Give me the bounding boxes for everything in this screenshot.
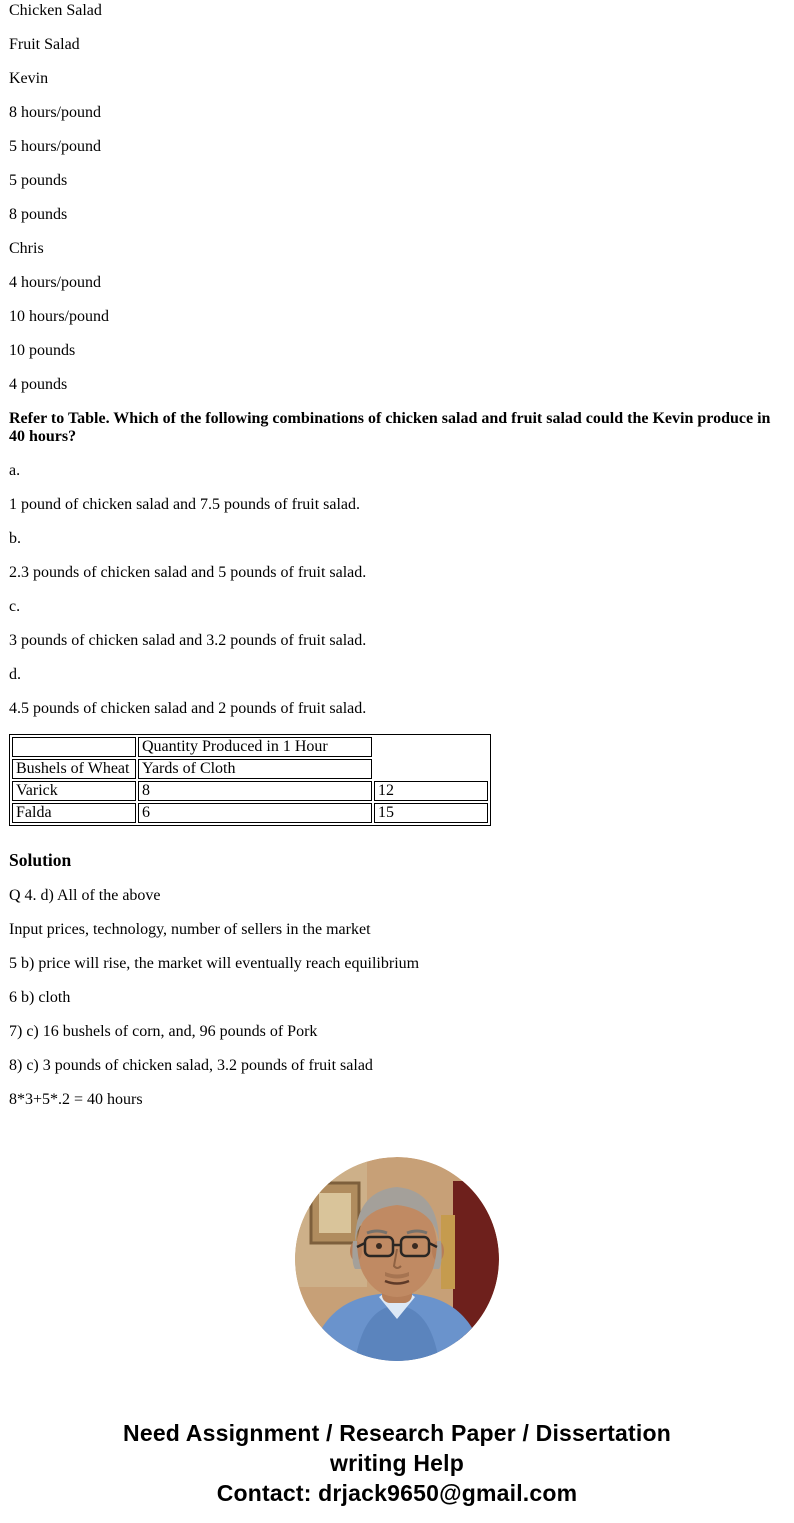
- document-page: [9, 2, 785, 1508]
- solution-line: 8) c) 3 pounds of chicken salad, 3.2 pounds of fruit salad: [9, 1057, 373, 1074]
- answer-option-label: c.: [9, 598, 21, 615]
- solution-line: 5 b) price will rise, the market will eventually reach equilibrium: [9, 955, 420, 972]
- table-row: [12, 737, 488, 757]
- text-line: 10 hours/pound: [9, 308, 109, 325]
- table-cell: Yards of Cloth: [138, 759, 372, 779]
- question-paragraph: [9, 410, 785, 446]
- text-line: 8 hours/pound: [9, 104, 101, 121]
- text-line: 4 hours/pound: [9, 274, 101, 291]
- table-cell: 6: [138, 803, 372, 823]
- text-line: 4 pounds: [9, 376, 68, 393]
- tutor-photo-avatar: [295, 1157, 499, 1361]
- footer-heading-line1: Need Assignment / Research Paper / Dissertation: [123, 1420, 671, 1446]
- table-cell: 8: [138, 781, 372, 801]
- answer-option-label: b.: [9, 530, 21, 547]
- table-cell: Quantity Produced in 1 Hour: [138, 737, 372, 757]
- contact-email-line: Contact: drjack9650@gmail.com: [216, 1480, 578, 1506]
- table-row: [12, 803, 488, 823]
- table-cell: [374, 759, 488, 779]
- answer-option-text: 2.3 pounds of chicken salad and 5 pounds of fruit salad.: [9, 564, 367, 581]
- text-line: 10 pounds: [9, 342, 76, 359]
- text-line: 5 pounds: [9, 172, 68, 189]
- table-cell: [374, 737, 488, 757]
- table-row: [12, 759, 488, 779]
- text-line: 8 pounds: [9, 206, 68, 223]
- text-line: 5 hours/pound: [9, 138, 101, 155]
- answer-option-text: 4.5 pounds of chicken salad and 2 pounds of fruit salad.: [9, 700, 367, 717]
- question-rest: . Which of the following combinations of chicken salad and fruit salad could the Kevin produce in 40 hours?: [9, 410, 771, 445]
- answer-option-label: d.: [9, 666, 21, 683]
- footer-banner: [9, 1418, 785, 1508]
- table-cell: Varick: [12, 781, 136, 801]
- footer-heading-line2: writing Help: [329, 1450, 464, 1476]
- solution-line: 7) c) 16 bushels of corn, and, 96 pounds of Pork: [9, 1023, 318, 1040]
- text-line: Kevin: [9, 70, 49, 87]
- answer-option-text: 3 pounds of chicken salad and 3.2 pounds of fruit salad.: [9, 632, 367, 649]
- solution-heading: Solution: [9, 850, 72, 870]
- person-portrait-icon: [295, 1157, 499, 1361]
- table-cell: 15: [374, 803, 488, 823]
- solution-line: Input prices, technology, number of sellers in the market: [9, 921, 371, 938]
- answer-option-text: 1 pound of chicken salad and 7.5 pounds of fruit salad.: [9, 496, 361, 513]
- text-line: Chicken Salad: [9, 2, 102, 19]
- avatar-container: [9, 1157, 785, 1366]
- table-cell: [12, 737, 136, 757]
- solution-line: Q 4. d) All of the above: [9, 887, 161, 904]
- text-line: Chris: [9, 240, 44, 257]
- table-row: [12, 781, 488, 801]
- production-table: [9, 734, 491, 826]
- solution-line: 6 b) cloth: [9, 989, 71, 1006]
- table-cell: Falda: [12, 803, 136, 823]
- table-cell: 12: [374, 781, 488, 801]
- table-cell: Bushels of Wheat: [12, 759, 136, 779]
- question-lead: Refer to Table: [9, 410, 106, 427]
- answer-option-label: a.: [9, 462, 21, 479]
- text-line: Fruit Salad: [9, 36, 80, 53]
- solution-line: 8*3+5*.2 = 40 hours: [9, 1091, 143, 1108]
